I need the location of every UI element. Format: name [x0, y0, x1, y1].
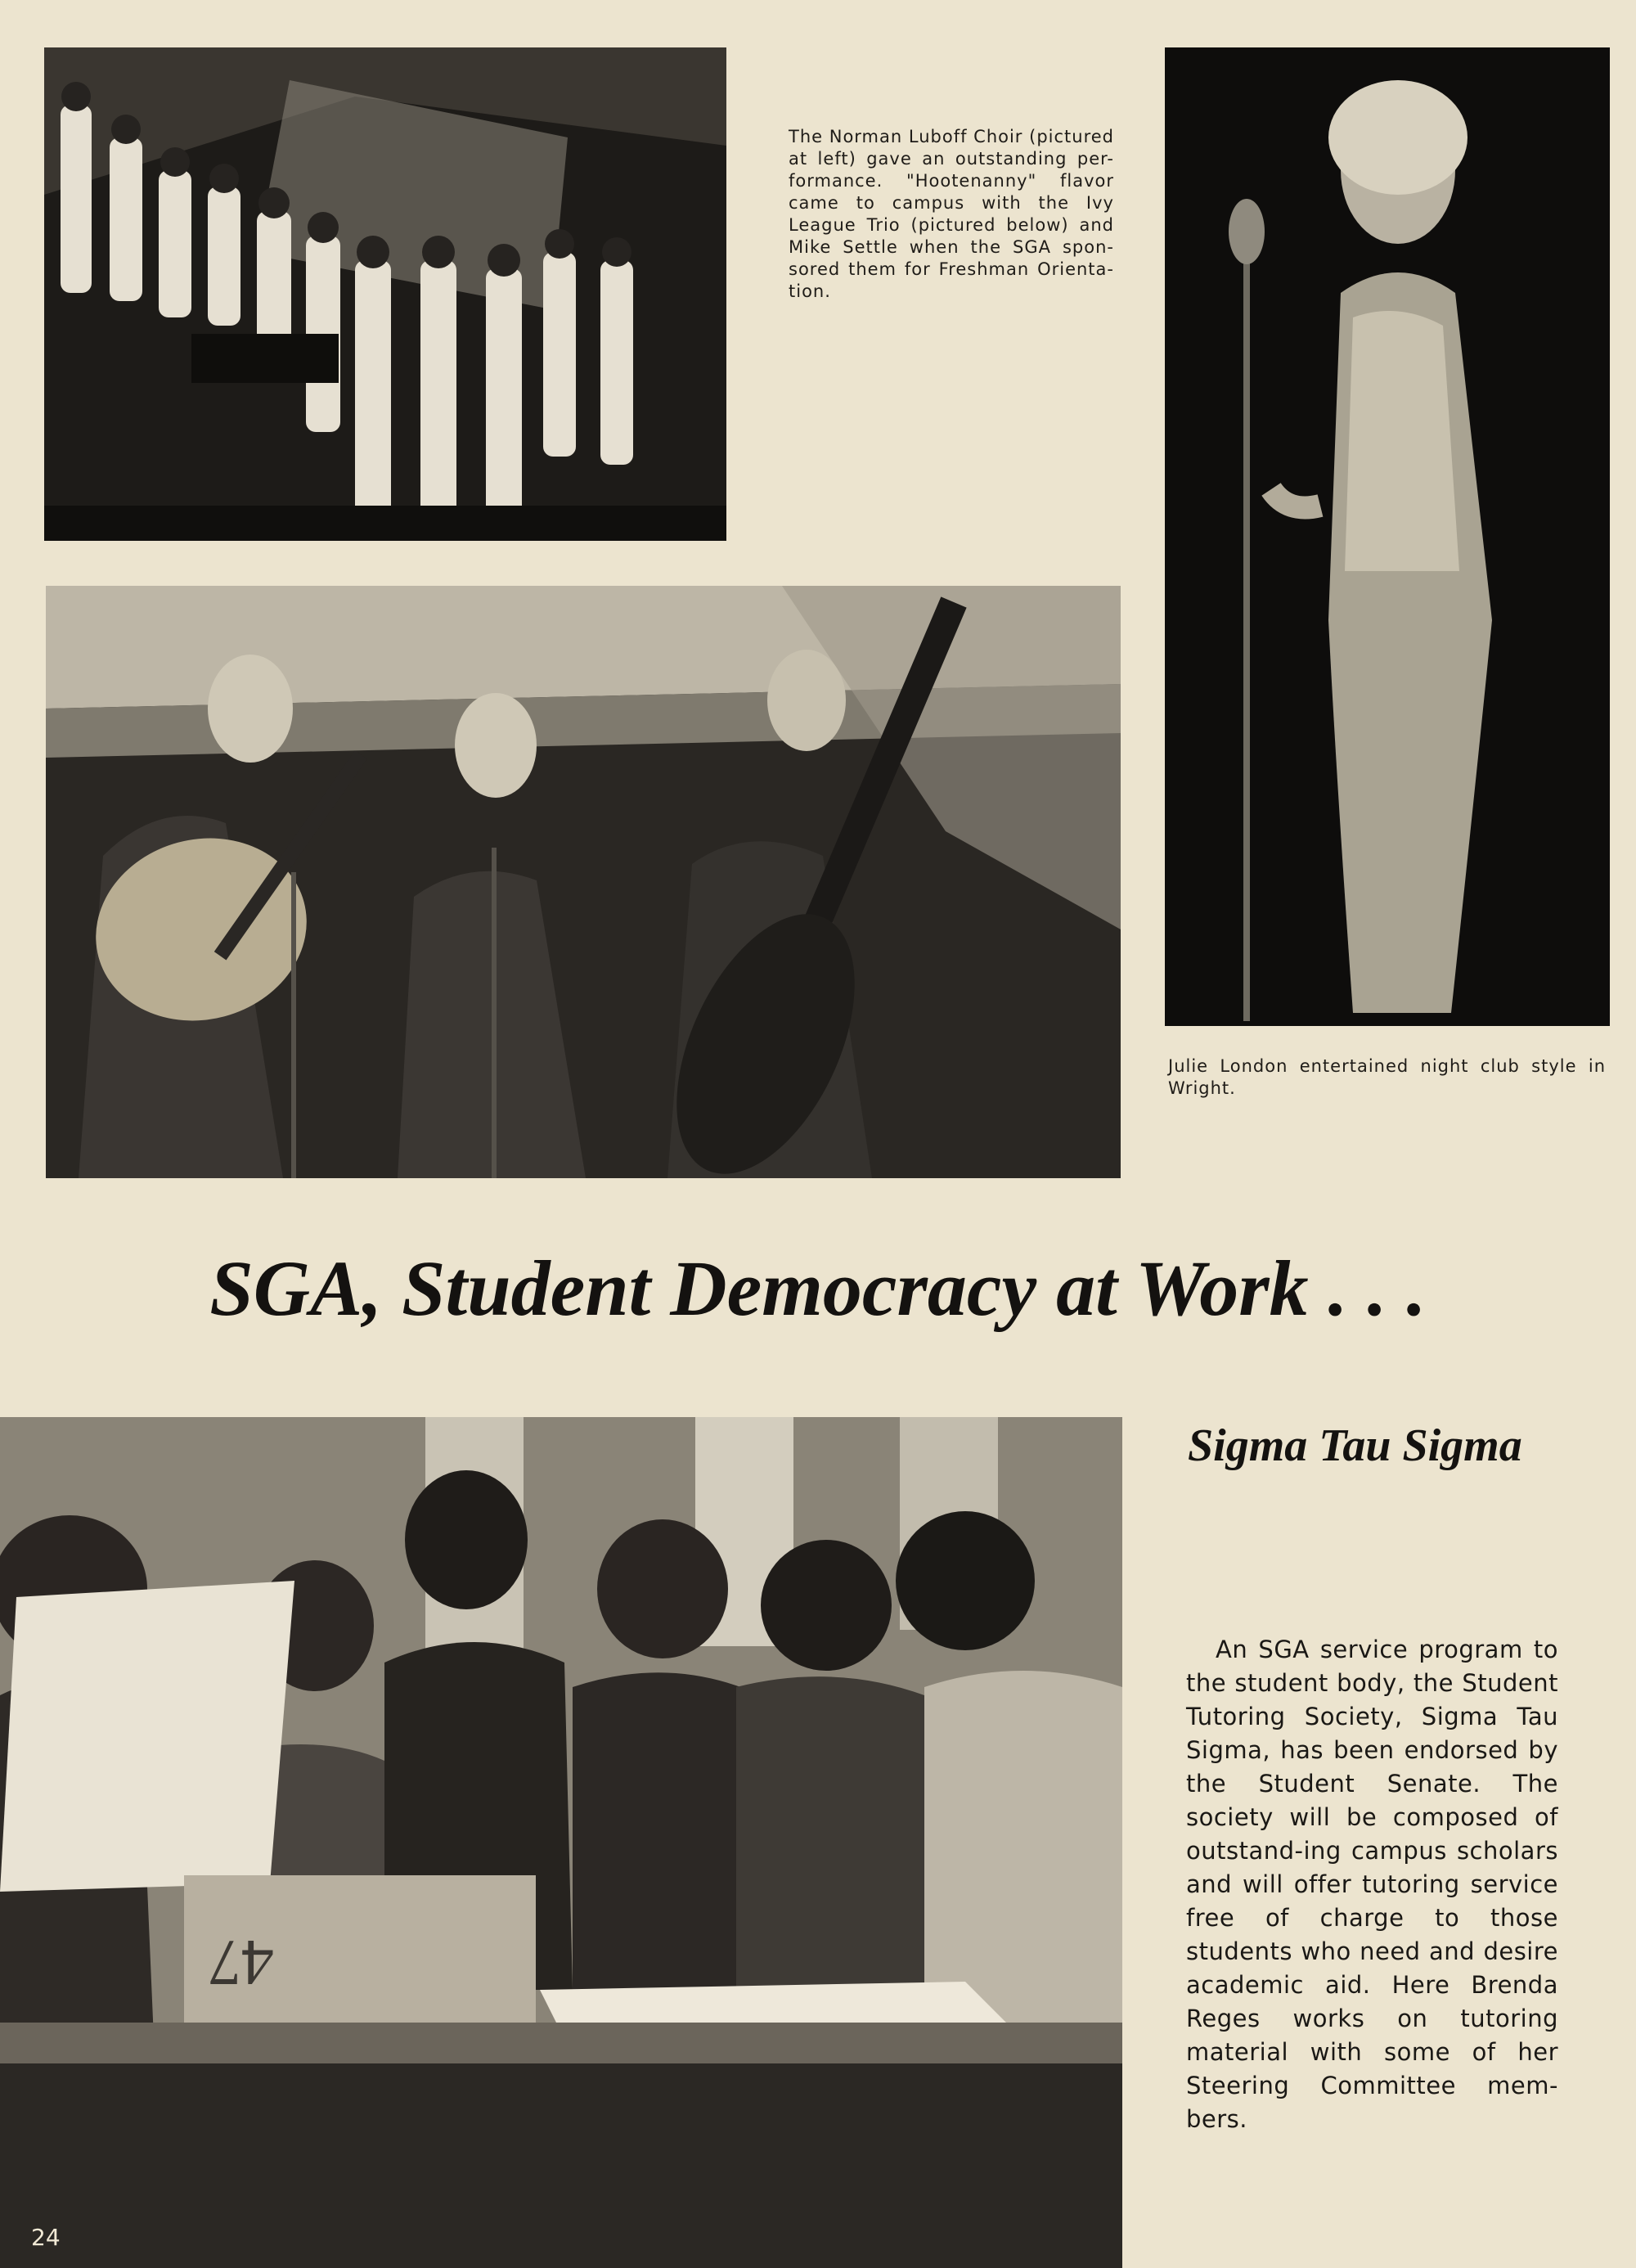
headline: SGA, Student Democracy at Work . . .: [209, 1244, 1427, 1332]
ivy-league-trio-photo: [46, 586, 1121, 1178]
section-body: An SGA service program to the student body, the Student Tutoring Society, Sigma Tau Sigma, has been endorsed by the Student Senate. The society will be composed of outstand-ing campus scholars and will offer tutoring service free of charge to those students who need and desire academic aid. Here Brenda Reges works on tutoring material with some of her Steering Committee mem-bers.: [1186, 1636, 1558, 2133]
julie-london-photo: [1165, 47, 1610, 1026]
sigma-tau-sigma-photo: [0, 1417, 1122, 2268]
choir-photo: [44, 47, 726, 541]
choir-caption: The Norman Luboff Choir (pictured at left) gave an outstanding per-formance. "Hootenanny" flavor came to campus with the Ivy League Trio (pictured below) and Mike Settle when the SGA spon-sored them for Freshman Orienta-tion.: [789, 127, 1114, 301]
page-number: 24: [31, 2224, 61, 2251]
julie-london-caption: Julie London entertained night club style in Wright.: [1168, 1056, 1606, 1098]
box-marking: 47: [209, 1926, 274, 1998]
section-title: Sigma Tau Sigma: [1188, 1420, 1522, 1471]
